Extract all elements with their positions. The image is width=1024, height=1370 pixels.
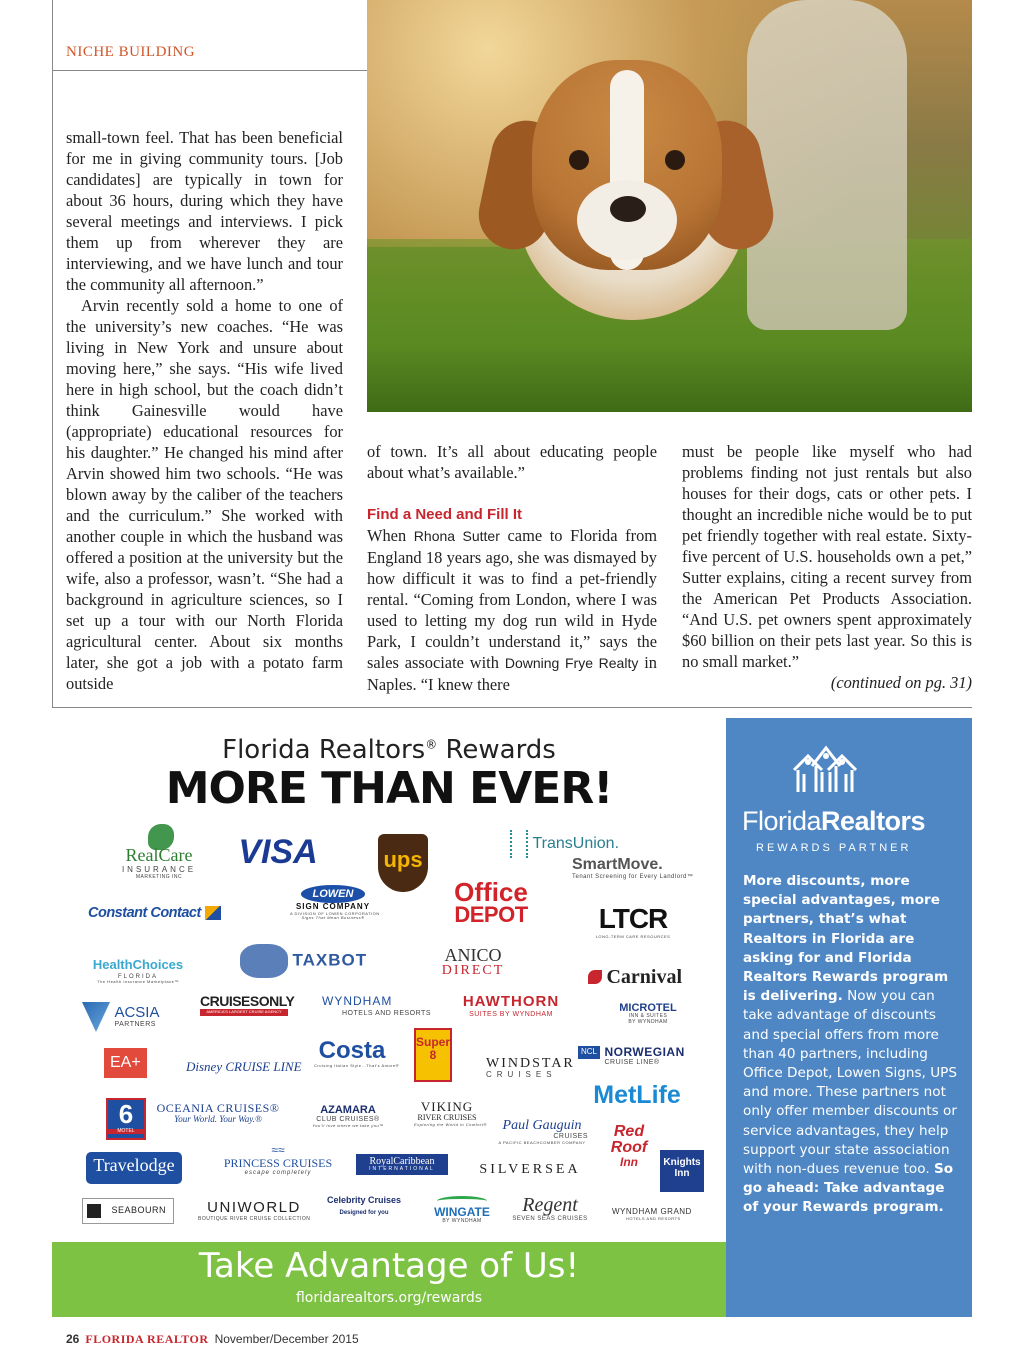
health-choices-logo [86, 956, 190, 985]
wyndham-grand-logo [612, 1208, 712, 1221]
logo-subtext: Exploring the World in Comfort® [414, 1122, 487, 1128]
logo-subtext: FLORIDA [117, 973, 158, 980]
office-depot-logo [436, 877, 546, 927]
logo-text: ups [383, 847, 423, 872]
taxbot-logo [240, 944, 382, 978]
logo-text: LOWEN [301, 885, 366, 903]
logo-subtext: CRUISES [486, 1070, 557, 1080]
logo-text: SmartMove. [572, 856, 663, 873]
red-roof-inn-logo [606, 1124, 652, 1168]
logo-text: AZAMARA [320, 1104, 376, 1116]
text-run: came to Florida from England 18 years ago, she was dismayed by how difficult it was to find a pet-friendly rental. “Coming from London, where I was used to letting my dog run wild in Hyde Park, I couldn’t understand it,” says the sales associate with [367, 526, 658, 672]
logo-subtext: You'll love where we take you™ [312, 1122, 384, 1128]
logo-subtext: SUITES BY WYNDHAM [469, 1010, 553, 1018]
article-column-1 [66, 127, 343, 694]
registered-mark: ® [425, 737, 438, 752]
logo-subtext: RIVER CRUISES [417, 1113, 477, 1123]
carnival-logo [588, 966, 696, 988]
costa-logo [314, 1037, 400, 1069]
logo-subtext: Designed for you [339, 1209, 389, 1216]
logo-subtext: MARKETING INC [135, 873, 183, 880]
logo-text: MICROTEL [619, 1002, 677, 1014]
ea-logo [104, 1048, 160, 1078]
silversea-logo: SILVERSEA [479, 1162, 581, 1177]
ups-logo [378, 834, 428, 892]
logo-subtext: LONG-TERM CARE RESOURCES [595, 933, 671, 939]
logo-text: RoyalCaribbean [369, 1156, 435, 1167]
logo-text: Celebrity Cruises [326, 1195, 402, 1205]
logo-text: WYNDHAM GRAND [612, 1207, 692, 1216]
rewards-partner-label: REWARDS PARTNER [756, 842, 912, 854]
logo-subtext: MOTEL [108, 1129, 144, 1135]
headline-text: Florida Realtors [222, 735, 426, 765]
logo-text: DEPOT [454, 901, 528, 927]
logo-subtext: HOTELS AND RESORTS [626, 1215, 681, 1221]
logo-text: SEABOURN [111, 1205, 166, 1215]
transunion-logo [510, 830, 680, 858]
logo-subtext: INN & SUITES [628, 1013, 668, 1020]
paragraph [367, 525, 657, 695]
cta-url[interactable]: floridarealtors.org/rewards [295, 1290, 483, 1306]
logo-text: UNIWORLD [207, 1199, 301, 1216]
issue-date: November/December 2015 [214, 1332, 359, 1346]
disney-cruise-logo [186, 1058, 302, 1076]
paragraph: small-town feel. That has been beneficial for me in giving community tours. [Job candidates] are typically in town for about 36 hours, during which they have several meetings and interviews. I pick them up from wherever they are interviewing, and we have lunch and tour the community all afternoon.” [66, 128, 343, 294]
person-name: Rhona Sutter [413, 528, 500, 544]
logo-text: VIKING [420, 1099, 474, 1114]
page-number: 26 [66, 1332, 80, 1346]
article-column-2 [367, 441, 657, 695]
visa-logo: VISA [238, 833, 318, 871]
logo-text: NORWEGIAN [604, 1045, 685, 1059]
panel-text [743, 872, 958, 1218]
cruisesonly-logo [200, 993, 295, 1016]
beagle-photo [367, 0, 972, 412]
princess-logo: ≈≈ PRINCESS CRUISES escape completely [220, 1144, 336, 1177]
logo-text: Inn [674, 1168, 690, 1179]
logo-subtext: Tenant Screening for Every Landlord™ [572, 873, 694, 880]
florida-realtors-logo [742, 806, 962, 837]
logo-text: Red [613, 1123, 645, 1140]
logo-text: LTCR [598, 903, 668, 934]
logo-subtext: escape completely [244, 1170, 312, 1177]
text-run: in Naples. “I knew there [367, 653, 657, 694]
logo-subtext: A PACIFIC BEACHCOMBER COMPANY [498, 1140, 586, 1146]
hawthorn-logo [456, 994, 566, 1018]
logo-text: NCL [578, 1046, 600, 1059]
logo-subtext: Your World. Your Way.® [174, 1114, 262, 1125]
seabourn-logo [82, 1198, 174, 1224]
logo-text: CRUISESONLY [200, 993, 295, 1009]
logo-text: RealCare [125, 845, 193, 865]
windstar-logo [486, 1056, 575, 1080]
logo-text: Travelodge [93, 1155, 175, 1175]
wingate-logo [424, 1196, 500, 1225]
page-footer [66, 1332, 359, 1347]
logo-subtext: BOUTIQUE RIVER CRUISE COLLECTION [198, 1215, 311, 1222]
acsia-logo [82, 1002, 174, 1032]
logo-text: Super 8 [416, 1035, 451, 1063]
continued-note: (continued on pg. 31) [830, 673, 972, 692]
logo-text: Disney CRUISE LINE [186, 1059, 302, 1074]
logo-subtext: BY WYNDHAM [628, 1018, 668, 1025]
logo-subtext: HOTELS AND RESORTS [342, 1009, 432, 1017]
ad-headline-small [52, 735, 726, 765]
logo-subtext: CLUB CRUISES® [316, 1116, 380, 1124]
logo-subtext: AMERICA'S LARGEST CRUISE AGENCY [200, 1009, 288, 1015]
anico-logo [420, 946, 526, 978]
logo-text: Office [454, 877, 528, 907]
logo-subtext: SEVEN SEAS CRUISES [512, 1216, 588, 1222]
oceania-logo [152, 1102, 284, 1125]
left-rule [52, 0, 53, 708]
logo-text: Knights [663, 1157, 701, 1168]
logo-text: Constant Contact [88, 905, 201, 921]
azamara-logo [300, 1104, 396, 1128]
article-column-3 [682, 441, 972, 693]
logo-text: HAWTHORN [462, 993, 560, 1010]
logo-subtext: SIGN COMPANY [295, 902, 371, 912]
logo-text: OCEANIA CRUISES® [156, 1101, 280, 1115]
paul-gauguin-logo [496, 1118, 588, 1145]
brand-text: Florida [742, 806, 822, 836]
panel-outro: So go ahead: Take advantage of your Rewards program. [743, 1161, 954, 1216]
paragraph: must be people like myself who had problems finding not just rentals but also houses for their dogs, cats or other pets. I thought an incredible niche would be to put pet friendly together with real estate. Sixty-five percent of U.S. households own a pet,” Sutter explains, citing a recent survey from the American Pet Products Association. “And U.S. pet owners spent approximately $60 billion on their pets last year. So this is no small market.” [682, 442, 972, 671]
logo-subtext: CRUISE LINE® [604, 1059, 660, 1067]
logo-text: Paul Gauguin [502, 1118, 582, 1133]
logo-text: 6 [118, 1099, 134, 1129]
microtel-logo [612, 1002, 684, 1025]
text-run: When [367, 526, 414, 545]
realcare-logo [114, 828, 204, 880]
motel6-logo [106, 1098, 146, 1140]
brand-text: Realtors [821, 806, 926, 836]
logo-text: ACSIA [114, 1003, 160, 1021]
cta-title: Take Advantage of Us! [198, 1246, 580, 1286]
lowen-logo [290, 884, 380, 921]
logo-text: Carnival [606, 966, 683, 988]
logo-subtext: Signs That Mean Business® [301, 915, 365, 921]
metlife-logo: MetLife [593, 1081, 681, 1109]
subhead: Find a Need and Fill It [367, 506, 523, 523]
logo-text: Inn [620, 1155, 638, 1169]
wyndham-logo [322, 992, 432, 1017]
ad-headline-big: MORE THAN EVER! [165, 763, 613, 814]
norwegian-logo [578, 1046, 690, 1067]
logo-text: TAXBOT [292, 950, 368, 970]
panel-body: Now you can take advantage of discounts and special offers from more than 40 partners, including Office Depot, Lowen Signs, UPS and more. These partners not only offer member discounts or service advantages, they help support your state association with non-dues revenue too. [743, 988, 957, 1178]
logo-text: TransUnion. [532, 835, 620, 853]
logo-text: WINGATE [434, 1205, 490, 1219]
knights-inn-logo [660, 1150, 704, 1192]
logo-text: HealthChoices [92, 957, 184, 972]
logo-text: PRINCESS CRUISES [223, 1156, 333, 1171]
smartmove-logo [572, 856, 692, 880]
logo-subtext: PARTNERS [114, 1021, 156, 1029]
logo-subtext: DIRECT [441, 963, 505, 978]
logo-text: EA+ [104, 1048, 147, 1078]
logo-subtext: BY WYNDHAM [442, 1218, 482, 1225]
paragraph: of town. It’s all about educating people about what’s available.” [367, 442, 657, 482]
constant-contact-logo [88, 904, 248, 922]
company-name: Downing Frye Realty [504, 655, 639, 671]
logo-subtext: The Health Insurance Marketplace™ [97, 979, 179, 985]
paragraph: Arvin recently sold a home to one of the university’s new coaches. “He was living in New York and unsure about moving here,” she says. “His wife lived here in high school, but the coach didn’t think Gainesville would have (appropriate) educational resources for his daughter.” He changed his mind after Arvin showed him two schools. “He was blown away by the caliber of the teachers and the curriculum.” She worked with another couple in which the husband was offered a position at the university but the wife, also a professor, wasn’t. “She had a background in agriculture sciences, so I set up a tour with our North Florida agricultural center. About six months later, she got a job with a potato farm outside [66, 296, 343, 693]
magazine-name: FLORIDA REALTOR [85, 1332, 209, 1346]
headline-text: Rewards [437, 735, 556, 765]
logo-subtext: A DIVISION OF LOWEN CORPORATION [290, 910, 380, 916]
houses-icon [790, 744, 860, 794]
uniworld-logo [198, 1200, 310, 1222]
super8-logo [414, 1028, 452, 1082]
logo-text: Roof [610, 1139, 648, 1156]
ltcr-logo [590, 904, 676, 939]
logo-text: ANICO [444, 945, 502, 965]
logo-subtext: CRUISES [553, 1133, 588, 1141]
panel-intro: More discounts, more special advantages, more partners, that’s what Realtors in Florida are asking for and Florida Realtors Rewards program is delivering. [743, 873, 949, 1005]
royal-caribbean-logo [356, 1154, 448, 1175]
celebrity-logo [316, 1196, 412, 1216]
viking-logo [414, 1099, 487, 1128]
logo-text: Regent [522, 1194, 578, 1216]
logo-subtext: Cruising Italian Style...That's Amore® [314, 1063, 400, 1069]
logo-text: WYNDHAM [322, 994, 393, 1008]
logo-subtext: INTERNATIONAL [369, 1166, 435, 1172]
section-label: NICHE BUILDING [66, 44, 196, 60]
bottom-rule [52, 707, 972, 708]
logo-subtext: INSURANCE [121, 864, 197, 874]
regent-logo [510, 1194, 590, 1223]
top-rule [52, 70, 367, 71]
logo-text: WINDSTAR [486, 1056, 575, 1071]
logo-text: Costa [318, 1037, 386, 1064]
travelodge-logo [86, 1152, 182, 1184]
